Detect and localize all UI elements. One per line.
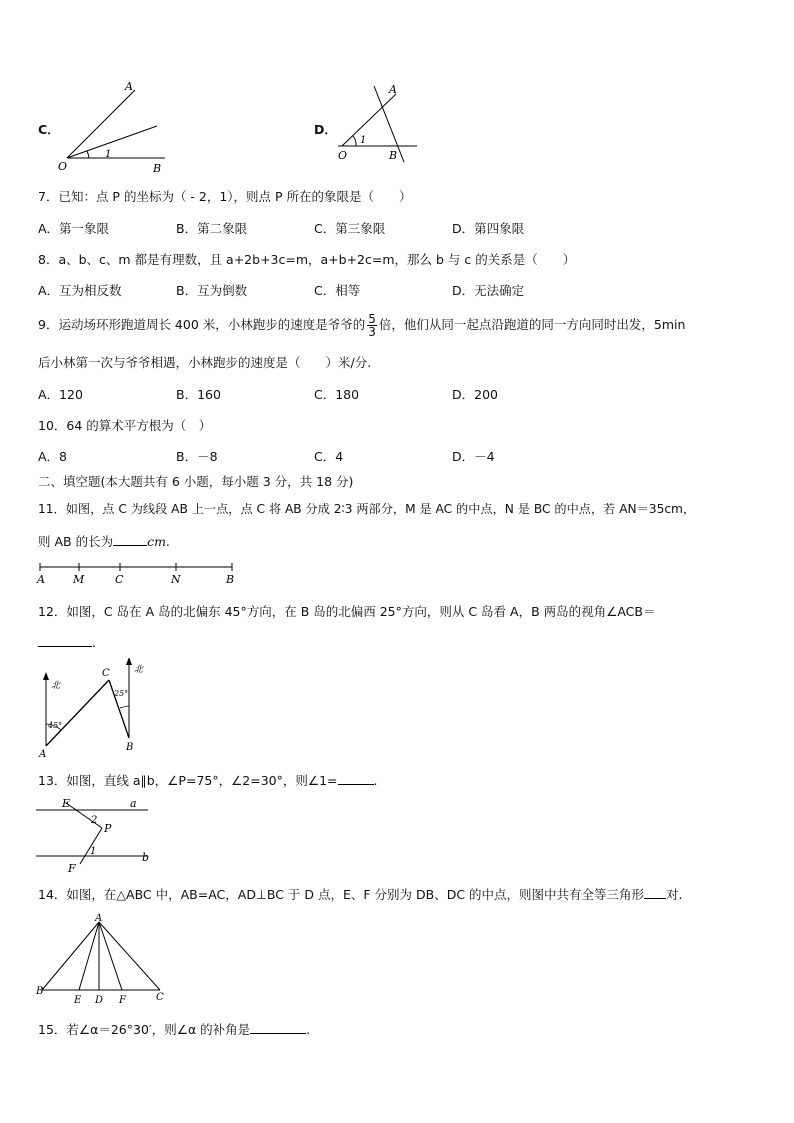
q13-text-before: 13．如图，直线 a∥b，∠P=75°，∠2=30°，则∠1= — [38, 773, 338, 788]
q6d-label-a: A — [389, 83, 397, 96]
q6c-label-b: B — [153, 162, 162, 175]
q10-option-c: C．4 — [314, 449, 344, 464]
q6-option-d-label: D． — [314, 122, 337, 137]
q9-option-b: B．160 — [176, 387, 221, 402]
q13-label-2: 2 — [91, 815, 98, 826]
q6c-label-o: O — [58, 160, 68, 173]
q9-option-a: A．120 — [38, 387, 83, 402]
q11-text-before: 则 AB 的长为 — [38, 534, 114, 549]
q11-segment-figure — [34, 558, 244, 588]
q6-option-c-figure — [55, 78, 185, 178]
q9-question-line1 — [38, 310, 685, 340]
q14-label-c: C — [156, 992, 164, 1003]
q14-label-b: B — [36, 986, 44, 997]
q8-option-c: C．相等 — [314, 283, 361, 298]
q8-question: 8．a、b、c、m 都是有理数，且 a+2b+3c=m，a+b+2c=m，那么 b 与 c 的关系是（ ） — [38, 252, 576, 267]
q13-label-f: F — [68, 862, 76, 874]
q11-question-line1: 11．如图，点 C 为线段 AB 上一点，点 C 将 AB 分成 2∶3 两部分，M 是 AC 的中点，N 是 BC 的中点，若 AN＝35cm， — [38, 502, 696, 516]
q6c-label-a: A — [125, 80, 133, 93]
q10-option-d: D．－4 — [452, 449, 495, 464]
q9-frac-den: 3 — [368, 325, 376, 339]
q12-question-line2 — [38, 634, 96, 650]
q12-question-line1: 12．如图，C 岛在 A 岛的北偏东 45°方向，在 B 岛的北偏西 25°方向，则从 C 岛看 A，B 两岛的视角∠ACB＝ — [38, 604, 656, 619]
q8-option-b: B．互为倒数 — [176, 283, 248, 298]
q14-label-d: D — [95, 995, 104, 1006]
q12-north-a: 北 — [51, 681, 61, 691]
q6-option-d-figure — [332, 80, 427, 165]
q11-point-a: A — [37, 573, 45, 586]
q13-parallel-lines-figure — [36, 794, 156, 874]
q12-text-after: . — [92, 635, 96, 650]
section-heading: 二、填空题(本大题共有 6 小题，每小题 3 分，共 18 分) — [38, 474, 354, 489]
q6c-label-angle: 1 — [105, 149, 112, 160]
q8-option-a: A．互为相反数 — [38, 283, 122, 298]
q6d-label-angle: 1 — [360, 135, 367, 146]
q13-question — [38, 771, 378, 789]
q15-question — [38, 1020, 310, 1038]
q12-north-b: 北 — [134, 665, 144, 675]
q7-option-c: C．第三象限 — [314, 221, 386, 236]
q11-point-n: N — [171, 573, 181, 586]
q12-islands-figure — [36, 658, 156, 758]
q15-answer-blank[interactable] — [250, 1021, 306, 1034]
q15-text-before: 15．若∠α＝26°30′，则∠α 的补角是 — [38, 1022, 251, 1037]
q9-option-d: D．200 — [452, 387, 498, 402]
q12-angle-25: 25° — [114, 689, 129, 698]
q11-point-m: M — [73, 573, 85, 586]
q12-label-a: A — [39, 749, 47, 758]
q6-option-c-label: C． — [38, 122, 60, 137]
q11-question-line2 — [38, 532, 170, 550]
q14-question — [38, 885, 683, 903]
q7-option-b: B．第二象限 — [176, 221, 248, 236]
q14-label-f: F — [119, 995, 126, 1006]
q9-text-before: 9．运动场环形跑道周长 400 米，小林跑步的速度是爷爷的 — [38, 317, 366, 332]
q9-fraction — [367, 313, 377, 338]
q12-label-b: B — [126, 742, 134, 753]
q14-label-a: A — [95, 913, 103, 924]
q10-option-a: A．8 — [38, 449, 68, 464]
q14-triangle-figure — [36, 912, 172, 1007]
q12-answer-blank[interactable] — [38, 634, 92, 647]
q12-label-c: C — [102, 668, 110, 679]
q11-point-c: C — [115, 573, 124, 586]
q10-question: 10．64 的算术平方根为（ ） — [38, 418, 212, 433]
q13-label-p: P — [104, 822, 112, 835]
q7-question: 7．已知：点 P 的坐标为（ - 2，1），则点 P 所在的象限是（ ） — [38, 189, 412, 204]
q14-text-before: 14．如图，在△ABC 中，AB=AC，AD⊥BC 于 D 点，E、F 分别为 DB、DC 的中点，则图中共有全等三角形 — [38, 887, 645, 902]
q13-answer-blank[interactable] — [338, 772, 374, 785]
q14-label-e: E — [74, 995, 82, 1006]
q9-text-after: 倍，他们从同一起点沿跑道的同一方向同时出发，5min — [378, 317, 686, 332]
q14-text-after: 对. — [666, 887, 683, 902]
q11-text-after: cm. — [147, 534, 170, 549]
q7-option-d: D．第四象限 — [452, 221, 525, 236]
q13-label-a: a — [130, 797, 137, 810]
q7-option-a: A．第一象限 — [38, 221, 110, 236]
q13-label-e: E — [62, 797, 71, 810]
q6d-label-o: O — [338, 149, 348, 162]
q11-answer-blank[interactable] — [113, 533, 147, 546]
q15-text-after: . — [306, 1022, 311, 1037]
q10-option-b: B．－8 — [176, 449, 218, 464]
q6d-label-b: B — [389, 149, 398, 162]
q9-question-line2: 后小林第一次与爷爷相遇，小林跑步的速度是（ ）米/分. — [38, 355, 372, 370]
q11-point-b: B — [226, 573, 235, 586]
q8-option-d: D．无法确定 — [452, 283, 525, 298]
q14-answer-blank[interactable] — [644, 886, 666, 899]
q12-angle-45: 45° — [48, 721, 63, 730]
q9-frac-num: 5 — [368, 312, 376, 326]
q9-option-c: C．180 — [314, 387, 360, 402]
q13-label-1: 1 — [90, 846, 97, 857]
q13-text-after: . — [373, 773, 378, 788]
q13-label-b: b — [142, 851, 150, 864]
